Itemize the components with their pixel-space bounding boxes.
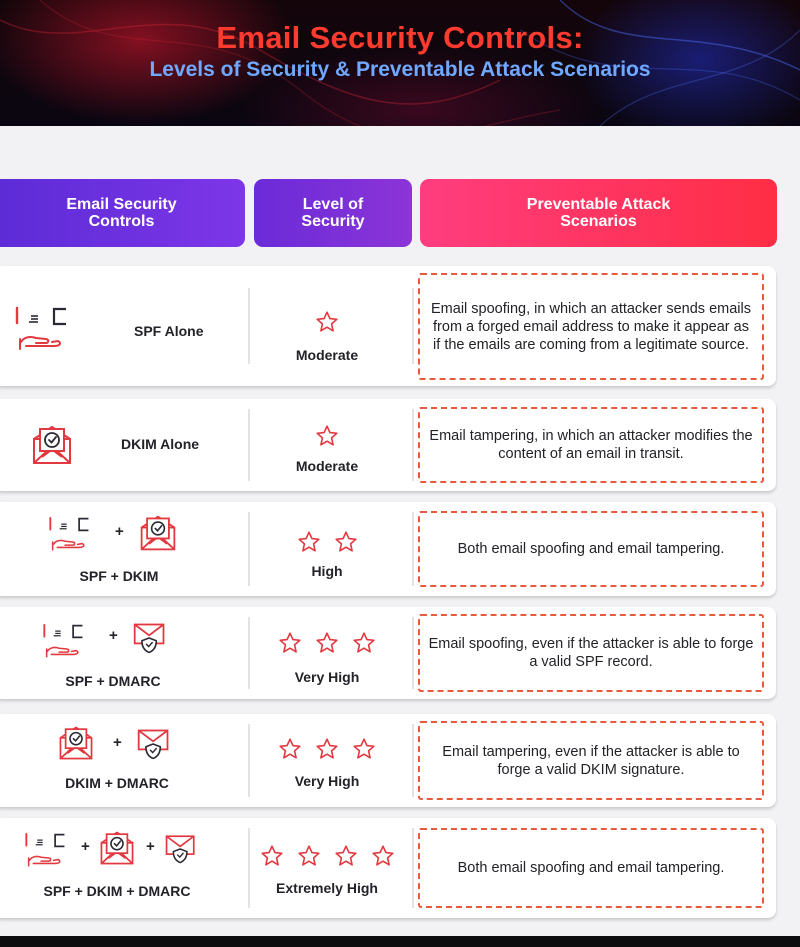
table-row xyxy=(0,818,776,918)
control-label: SPF Alone xyxy=(134,323,204,339)
dmarc-icon xyxy=(164,832,198,866)
scenario-box xyxy=(418,721,764,800)
control-label: SPF + DMARC xyxy=(65,673,161,689)
column-divider xyxy=(412,828,414,908)
dkim-icon xyxy=(98,829,136,867)
column-divider xyxy=(412,409,414,481)
level-label: Moderate xyxy=(295,347,359,363)
scenario-box xyxy=(418,828,764,908)
control-label: DKIM Alone xyxy=(121,436,200,452)
control-label: SPF + DKIM xyxy=(79,568,159,584)
star-rating xyxy=(248,424,406,448)
scenario-text: Email tampering, in which an attacker modifies the content of an email in transit. xyxy=(429,428,753,462)
star-rating xyxy=(248,844,406,868)
control-label: SPF + DKIM + DMARC xyxy=(43,883,191,899)
spf-icon xyxy=(14,306,86,354)
column-header-level-label: Level of Security xyxy=(301,196,365,230)
scenario-text: Email spoofing, even if the attacker is able to forge a valid SPF record. xyxy=(428,636,754,670)
column-header-scenarios-label: Preventable Attack Scenarios xyxy=(526,196,671,230)
column-divider xyxy=(412,724,414,797)
dkim-icon xyxy=(57,724,95,762)
column-divider xyxy=(412,288,414,364)
plus-sign: + xyxy=(115,523,124,540)
scenario-box xyxy=(418,614,764,692)
star-icon xyxy=(315,310,339,334)
table-row xyxy=(0,714,776,807)
star-icon xyxy=(297,844,321,868)
star-icon xyxy=(315,737,339,761)
star-rating xyxy=(248,737,406,761)
table-row xyxy=(0,399,776,491)
dkim-icon xyxy=(138,513,178,553)
spf-icon xyxy=(24,832,80,870)
star-rating xyxy=(248,310,406,334)
scenario-box xyxy=(418,511,764,587)
column-header-scenarios xyxy=(420,179,777,247)
scenario-text: Both email spoofing and email tampering. xyxy=(457,860,725,876)
scenario-text: Email spoofing, in which an attacker sends emails from a forged email address to make it appear as if the emails are coming from a legitimate source. xyxy=(431,300,751,353)
star-icon xyxy=(371,844,395,868)
level-label: Very High xyxy=(294,669,360,685)
plus-sign: + xyxy=(109,627,118,644)
page-title: Email Security Controls: xyxy=(216,20,584,55)
plus-sign: + xyxy=(146,838,155,855)
level-label: Very High xyxy=(294,773,360,789)
scenario-text: Both email spoofing and email tampering. xyxy=(457,541,725,557)
table-row xyxy=(0,502,776,596)
dkim-icon xyxy=(30,423,74,467)
star-icon xyxy=(260,844,284,868)
header-banner xyxy=(0,0,800,126)
star-icon xyxy=(278,631,302,655)
plus-sign: + xyxy=(81,838,90,855)
table-row xyxy=(0,607,776,699)
star-icon xyxy=(352,631,376,655)
scenario-box xyxy=(418,273,764,380)
star-icon xyxy=(315,424,339,448)
level-label: Extremely High xyxy=(276,880,378,896)
column-divider xyxy=(248,828,250,908)
spf-icon xyxy=(42,623,98,661)
star-rating xyxy=(248,631,406,655)
bottom-bar xyxy=(0,936,800,947)
column-divider xyxy=(412,512,414,586)
dmarc-icon xyxy=(136,726,172,762)
scenario-text: Email tampering, even if the attacker is able to forge a valid DKIM signature. xyxy=(442,743,740,778)
star-icon xyxy=(315,631,339,655)
star-icon xyxy=(334,530,358,554)
dmarc-icon xyxy=(132,620,168,656)
star-rating xyxy=(248,530,406,554)
table-row xyxy=(0,266,776,386)
level-label: Moderate xyxy=(295,458,359,474)
control-label: DKIM + DMARC xyxy=(65,775,169,791)
page-subtitle: Levels of Security & Preventable Attack Scenarios xyxy=(149,58,651,81)
column-header-controls xyxy=(0,179,245,247)
level-label: High xyxy=(311,563,343,579)
column-header-controls-label: Email Security Controls xyxy=(66,196,177,230)
star-icon xyxy=(334,844,358,868)
column-divider xyxy=(412,617,414,689)
table-area xyxy=(0,126,800,936)
column-header-level xyxy=(254,179,412,247)
spf-icon xyxy=(48,516,104,554)
star-icon xyxy=(352,737,376,761)
scenario-box xyxy=(418,407,764,483)
plus-sign: + xyxy=(113,734,122,751)
star-icon xyxy=(278,737,302,761)
star-icon xyxy=(297,530,321,554)
